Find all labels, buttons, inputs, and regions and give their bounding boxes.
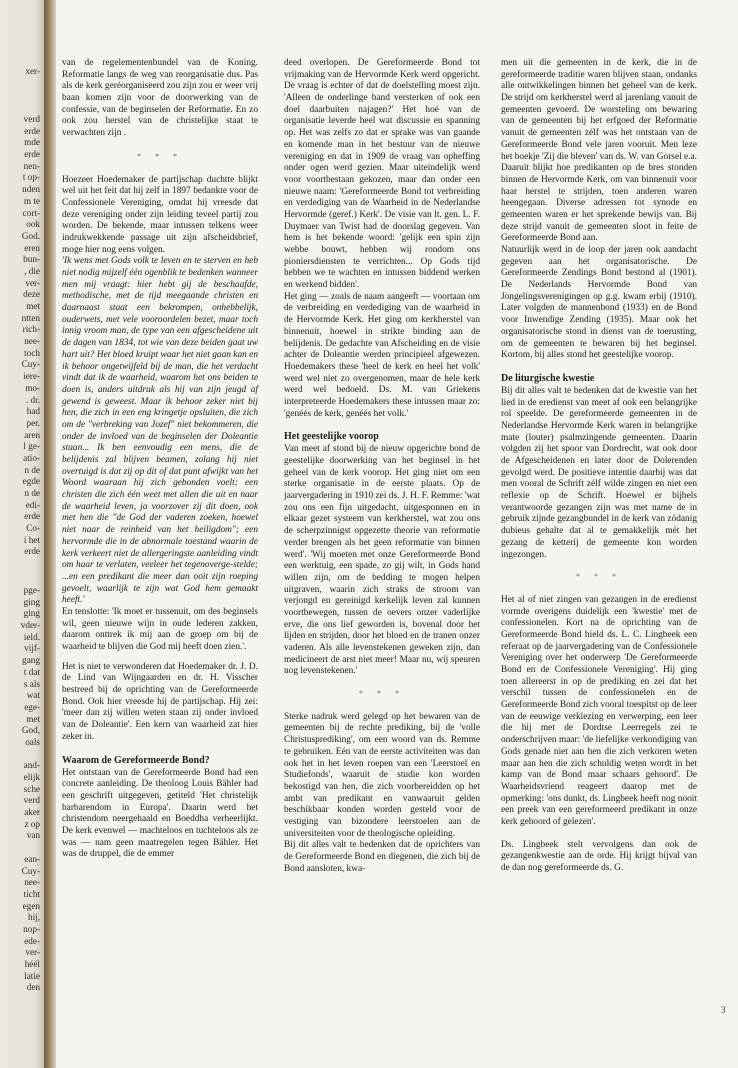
- prev-page-fragment-line: erde: [24, 546, 40, 557]
- prev-page-fragment-line: egen: [22, 900, 40, 911]
- prev-page-fragment-line: per.: [26, 417, 40, 428]
- prev-page-fragment-line: nden: [22, 184, 40, 195]
- prev-page-fragment-line: n de: [24, 464, 40, 475]
- prev-page-fragment-line: erde: [24, 511, 40, 522]
- prev-page-fragment-top: xer-: [25, 66, 40, 76]
- prev-page-fragment-line: aren: [24, 429, 40, 440]
- section-break-stars: * * *: [576, 572, 622, 582]
- col3-paragraph-1: men uit die gemeenten in de kerk, die in de gereformeerde traditie waren blijven staan, ondanks alle ontwikkelingen binnen het geheel van de kerk. De strijd om kerkherstel werd al jarenlang vanuit de gemeenten gevoerd. De worsteling om bewaring van de gemeenten bij het erfgoed der Reformatie vanuit de gemeenten zélf was het ontstaan van de Gereformeerde Bond vele jaren vooruit. Men leze het boekje 'Zij die bleven' van ds. W. van Gorsel e.a. Daaruit blijkt hoe predikanten op de bres stonden binnen de Hervormde Kerk, om van binnenuit voor haar herstel te strijden, toen anderen waren heengegaan. Diverse adressen tot synode en gemeenten waren er het sprekende bewijs van. Bij deze strijd vanuit de gemeenten sloot in feite de Gereformeerde Bond aan.: [501, 58, 697, 244]
- prev-page-fragment-line: had: [26, 406, 40, 417]
- column-1: [62, 58, 258, 861]
- col1-quote: 'Ik wens met Gods volk te leven en te sterven en heb niet nodig mijzelf één ogenblik te bedenken wanneer men mij vraagt: hier hebt gij de beschaafde, methodische, met de tijd meegaande christen en daarnaast staat een bekrompen, onhebbelijk, ouderwets, met vele vooroordelen bezet, maar toch innig vroom man, de type van een afgescheidene uit de dagen van 1834, tot wie van deze beiden gaat uw hart uit? Het bloed kruipt waar het niet gaan kan en ik behoor ongetwijfeld bij de man, die het verdacht vindt dat ik de waarheid, waarom het ons beiden te doen is, anders uitdruk als hij van zijn jeugd af gewend is geweest. Maar ik behoor zeker niet bij hen, die zich in een eng kringetje opsluiten, die zich om de "verbreking van Jozef" niet bekommeren, die onder de invloed van de beginselen der Doleantie staan... Ik ben eenvoudig een mens, die de belijdenis zal blijven beamen, zolang hij niet overtuigd is dat zij op dit of dat punt afwijkt van het Woord waaraan hij zich gebonden voelt; een christen die zich één weet met allen die uit en naar de waarheid leven, ja voorzover zij dit doen, ook met hen die "de God der vaderen zoeken, hoewel niet naar de reinheid van het heiligdom"; een hervormde die in de abnormale toestand waarin de kerk verkeert niet de allergeringste aanleiding vindt om haar te verlaten, veeleer het tegenoverge-stelde; ...en een predikant die meer dan ooit zijn roeping gevoelt, waarlijk te zijn wat God hem gemaakt heeft.': [62, 256, 258, 606]
- prev-page-fragment-line: m te: [23, 195, 40, 206]
- section-heading-liturgische: De liturgische kwestie: [501, 372, 595, 384]
- prev-page-fragment-line: vder-: [20, 620, 40, 631]
- prev-page-fragment-line: pge-: [23, 585, 40, 595]
- prev-page-fragment-line: ver-: [25, 947, 40, 958]
- binding-gutter: [44, 0, 56, 1068]
- prev-page-fragment-line: gang: [22, 655, 40, 666]
- prev-page-fragment-line: verd: [23, 114, 40, 124]
- prev-page-fragment-line: deze: [23, 289, 40, 300]
- prev-page-fragment-line: ield.: [23, 631, 40, 642]
- magazine-page: [56, 0, 738, 1068]
- prev-page-fragment-line: erde: [24, 149, 40, 160]
- prev-page-fragment-line: God.: [21, 230, 40, 241]
- prev-page-fragment-line: aker: [24, 807, 40, 818]
- prev-page-fragment-line: l ge-: [23, 441, 40, 452]
- prev-page-fragment-line: héél: [24, 959, 40, 969]
- prev-page-fragment-line: ede-: [24, 935, 40, 946]
- prev-page-fragment-line: bun-: [23, 254, 40, 265]
- prev-page-fragment-line: nee-: [24, 336, 40, 347]
- prev-page-fragment-line: iere-: [23, 371, 40, 382]
- prev-page-fragment-line: erde: [24, 125, 40, 136]
- prev-page-fragment-line: den: [26, 982, 40, 993]
- prev-page-fragment-line: toch: [24, 347, 40, 358]
- prev-page-fragments-lower: [21, 585, 40, 994]
- prev-page-fragment-line: God,: [21, 725, 40, 736]
- prev-page-fragment-line: wat: [26, 690, 40, 701]
- col3-paragraph-2: Natuurlijk werd in de loop der jaren ook aandacht gegeven aan het organisatorische. De Gereformeerde Zendings Bond bestond al (1901). De Nederlands Hervormde Bond van Jongelingsverenigingen op g.g. kwam erbij (1910). Later volgden de mannenbond (1933) en de Bond voor Inwendige Zending (1935). Maar ook het organisatorische stond in dienst van de toerusting, om de gemeenten te bewaren bij het beginsel. Kortom, bij alles stond het geestelijke voorop.: [501, 245, 697, 361]
- prev-page-fragment-line: eren: [24, 242, 40, 253]
- col1-paragraph-2: Hoezeer Hoedemaker de partijschap duchtte blijkt wel uit het feit dat hij zelf in 1897 bedankte voor de Confessionele Vereniging, omdat hij vreesde dat deze vereniging onder zijn leiding teveel partij zou worden. De bekende, maar intussen telkens weer indrukwekkende passage uit zijn afscheidsbrief, moge hier nog eens volgen.: [62, 174, 258, 255]
- col2-paragraph-1: deed overlopen. De Gereformeerde Bond tot vrijmaking van de Hervormde Kerk werd opgericht. De vraag is echter of dat de doelstelling moest zijn. 'Alleen de onderlinge band versterken of ook een doel daarbuiten najagen?' Het hoé van de organisatie leverde heel wat discussie en spanning op. Het was zelfs zo dat er sprake was van gaande en komende man in het bestuur van de nieuwe vereniging en dat in 1909 de vraag van opheffing onder ogen werd gezien. Maar uiteindelijk werd voor voortbestaan gekozen, maar dan onder een nieuwe naam: 'Gereformeerde Bond tot verbreiding en verdediging van de Waarheid in de Nederlandse Hervormde (geref.) Kerk'. De visie van lt. gen. L. F. Duymaer van Twist had de doorslag gegeven. Van hem is het bekende woord: 'gelijk een spin zijn webbe bouwt, hebben wij rondom ons pioniersdiensten te verrichten... Op Gods tijd hebben we te wachten en intussen biddend werken en werkend bidden'.: [284, 58, 480, 291]
- prev-page-fragment-line: van: [26, 830, 40, 841]
- prev-page-fragment-line: . dr.: [25, 394, 40, 405]
- prev-page-fragment-line: [21, 749, 40, 761]
- prev-page-fragment-line: verd: [23, 795, 40, 806]
- prev-page-fragment-line: nop-: [23, 923, 40, 934]
- section-break-stars: * * *: [359, 689, 405, 699]
- prev-page-fragment-line: mde: [24, 137, 40, 148]
- prev-page-fragment-line: ook: [26, 219, 40, 230]
- prev-page-fragments-middle: [22, 114, 40, 558]
- prev-page-fragment-line: ging: [23, 596, 40, 607]
- prev-page-fragment-line: sche: [23, 783, 40, 794]
- col2-paragraph-3: Van meet af stond bij de nieuw opgerichte bond de geestelijke doorwerking van het beginsel in het geheel van de kerk voorop. Het ging niet om een sterke organisatie in de eerste plaats. Op de jaarvergadering in 1910 zei ds. J. H. F. Remme: 'wat zou ons een fijn uitgedacht, uitgesponnen en in elkaar gezet systeem van kerkherstel, wat zou ons de scherpzinnigst opgezette theorie van reformatie verder brengen als het geen reformatie van binnen werd'. 'Wij moeten met onze Gereformeerde Bond een werktuig, een spade, zo gij wilt, in Gods hand willen zijn, om de bedding te mogen helpen uitgraven, waarin zich straks de stroom van verjongd en gereinigd kerkelijk leven zal kunnen voortbewegen, tussen de oevers onzer vaderlijke erve, die ons lief geworden is, bovenal door het lijden en strijden, door het bloed en de tranen onzer vaderen. Als alle levenstekenen geweken zijn, dan medicineert de arst niet meer! Maar nu, wij speuren nog levenstekenen.': [284, 444, 480, 677]
- prev-page-fragment-line: z op: [24, 818, 40, 829]
- prev-page-fragment-line: Cuy-: [21, 359, 40, 370]
- prev-page-fragment-line: t op-: [22, 172, 40, 183]
- prev-page-fragment-line: edi-: [25, 499, 40, 510]
- prev-page-fragment-line: ean-: [24, 853, 40, 864]
- column-3: [501, 58, 697, 875]
- prev-page-fragment-line: elijk: [23, 772, 40, 782]
- column-2: [284, 58, 480, 875]
- prev-page-fragment-line: egde: [22, 476, 40, 487]
- col1-paragraph-1: van de regelementenbundel van de Koning. Reformatie langs de weg van reorganisatie dus. Pas als de kerk geréorganiseerd zou zijn zou er weer vrij baan komen zijn voor de doorwerking van de confessie, van de beginselen der Reformatie. En zo ook zou herstel van de christelijke staat te verwachten zijn .: [62, 58, 258, 139]
- prev-page-fragment-line: and-: [23, 760, 40, 771]
- prev-page-fragment-line: ver-: [25, 277, 40, 288]
- col2-paragraph-2: Het ging — zoals de naam aangeeft — voortaan om de verbreiding en verdediging van de waarheid in de Hervormde Kerk. Het ging om kerkherstel van binnenuit, hoewel in strikte binding aan de belijdenis. De gedachte van Afscheiding en de visie achter de Doleantie werden principieel afgewezen. Hoedemakers these 'heel de kerk en heel het volk' werd wel niet zo overgenomen, maar de hele kerk werd wel bedoeld. Ds. M. van Griekens interpreteerde Hoedemakers these intussen maar zo: 'genéés de kerk, genéés het volk.': [284, 291, 480, 419]
- prev-page-fragment-line: ticht: [23, 888, 40, 899]
- prev-page-fragment-line: Cuy-: [21, 865, 40, 876]
- col1-paragraph-5: Het ontstaan van de Gereformeerde Bond had een concrete aanleiding. De theoloog Louis Bähler had een geschrift uitgegeven, getiteld 'Het christelijk barbarendom in Europa'. Daarin werd het christendom neergehaald en Boeddha verheerlijkt. De kerk evenwel — machteloos en tuchteloos als ze was — nam geen maatregelen tegen Bähler. Het was de druppel, die de emmer: [62, 767, 258, 860]
- prev-page-fragment-line: ntten: [21, 312, 40, 323]
- prev-page-fragment-line: Co-: [26, 523, 40, 534]
- prev-page-fragment-line: met: [26, 301, 40, 311]
- prev-page-fragment-line: hij,: [28, 912, 40, 923]
- prev-page-fragment-line: n de: [24, 488, 40, 498]
- prev-page-fragment-line: [21, 842, 40, 854]
- prev-page-fragment-line: met: [26, 713, 40, 724]
- col1-paragraph-3: En tenslotte: 'Ik moet er tussenuit, om des beginsels wil, geen nieuwe wijn in oude lederen zakken, daarom onttrek ik mij aan de groep om bij de waarheid te blijven die God mij heeft doen zien.'.: [62, 606, 258, 652]
- col3-paragraph-3: Bij dit alles valt te bedenken dat de kwestie van het lied in de eredienst van meet af ook een belangrijke rol speelde. De gereformeerde gemeenten in de Nederlandse Hervormde Kerk waren in belangrijke mate (louter) psalmzingende gemeenten. Daarin volgden zij het spoor van Dordrecht, wat ook door de Afgescheidenen en later door de Dolerenden gevolgd werd. De positieve intentie daarbij was dat men vooral de Schrift zélf wilde zingen en niet een reflexie op de Schrift. Hoewel er bijbels verantwoorde gezangen zijn was met name de in gebruik zijnde gezangbundel in de kerk van zódanig dubieus gehalte dat al te gemakkelijk mét het gezang de ketterij de gemeente kon worden ingezongen.: [501, 385, 697, 560]
- prev-page-fragment-line: atio-: [23, 452, 40, 463]
- col3-paragraph-4: Het al of niet zingen van gezangen in de eredienst vormde overigens duidelijk een 'kwestie' met de confessionelen. Kort na de oprichting van de Gereformeerde Bond hield ds. L. C. Lingbeek een referaat op de jaarvergadering van de Confessionele Vereniging over het onderwerp 'De Gereformeerde Bond en de Confessionele Vereniging'. Hij ging toen allereerst in op de prediking en zei dat het verschil tussen de confessionelen en de Gereformeerde Bond zich vooral toespitst op de leer van de eeuwige verkiezing en verwerping, een leer die hij met de Dordtse Leerregels zei te onderschrijven maar: 'de liefelijke verkondiging van Gods genade niet aan hen die zich verkoren weten maar aan hen die zich schuldig weten wordt in het kamp van de Bond maar schaars gehoord'. De Waarheidsvriend reageert daarop met de opmerking: 'ons dunkt, ds. Lingbeek heeft nog nooit een preek van een gereformeerd predikant in onze kerk gehoord of gelezen'.: [501, 594, 697, 827]
- page-number: 3: [721, 1005, 726, 1015]
- prev-page-fragment-line: i het: [23, 534, 40, 545]
- prev-page-fragment-line: mo-: [25, 382, 40, 393]
- section-break-stars: * * *: [137, 151, 183, 161]
- prev-page-fragment-line: ege-: [24, 701, 40, 712]
- prev-page-fragment-line: rich-: [22, 324, 40, 335]
- col1-paragraph-4: Het is niet te verwonderen dat Hoedemaker dr. J. D. de Lind van Wijngaarden en dr. H. Visscher bestreed bij de oprichting van de Gereformeerde Bond. Ook hier vreesde hij de partijschap. Hij zei: 'meer dan zij willen weten staan zij onder invloed van de Doleantie'. Een kern van waarheid zat hier zeker in.: [62, 661, 258, 742]
- col3-paragraph-5: Ds. Lingbeek stelt vervolgens dan ook de gezangenkwestie aan de orde. Hij krijgt bijval van de dan nog gereformeerde ds. G.: [501, 839, 697, 873]
- prev-page-fragment-line: vijf-: [24, 643, 40, 654]
- prev-page-fragment-line: ging: [23, 608, 40, 619]
- prev-page-fragment-line: nee-: [24, 877, 40, 888]
- col2-paragraph-5: Bij dit alles valt te bedenken dat de oprichters van de Gereformeerde Bond en diegenen, die zich bij de Bond aansloten, kwa-: [284, 840, 480, 874]
- prev-page-fragment-line: oals: [25, 736, 40, 747]
- prev-page-fragment-line: , die: [24, 265, 40, 276]
- prev-page-fragment-line: cort-: [22, 207, 40, 218]
- prev-page-fragment-line: nen-: [23, 160, 40, 171]
- section-heading-geestelijke: Het geestelijke voorop: [284, 431, 379, 443]
- prev-page-fragment-line: t dat: [23, 666, 40, 677]
- previous-page-edge: [0, 0, 44, 1068]
- col2-paragraph-4: Sterke nadruk werd gelegd op het bewaren van de gemeenten bij de rechte prediking, bij de 'volle Christusprediking', om een woord van ds. Remme te gebruiken. Eén van de eerste activiteiten was dan ook het in het leven roepen van een 'Leerstoel en Studiefonds', waaruit de studie kon worden bekostigd van hen, die zich voorbereidden op het ambt van predikant en vanwaaruit gelden beschikbaar konden worden gesteld voor de vestiging van bizondere leerstoelen aan de universiteiten voor de theologische opleiding.: [284, 711, 480, 839]
- prev-page-fragment-line: s als: [23, 678, 40, 689]
- section-heading-waarom: Waarom de Gereformeerde Bond?: [62, 754, 210, 766]
- prev-page-fragment-line: latie: [24, 970, 40, 981]
